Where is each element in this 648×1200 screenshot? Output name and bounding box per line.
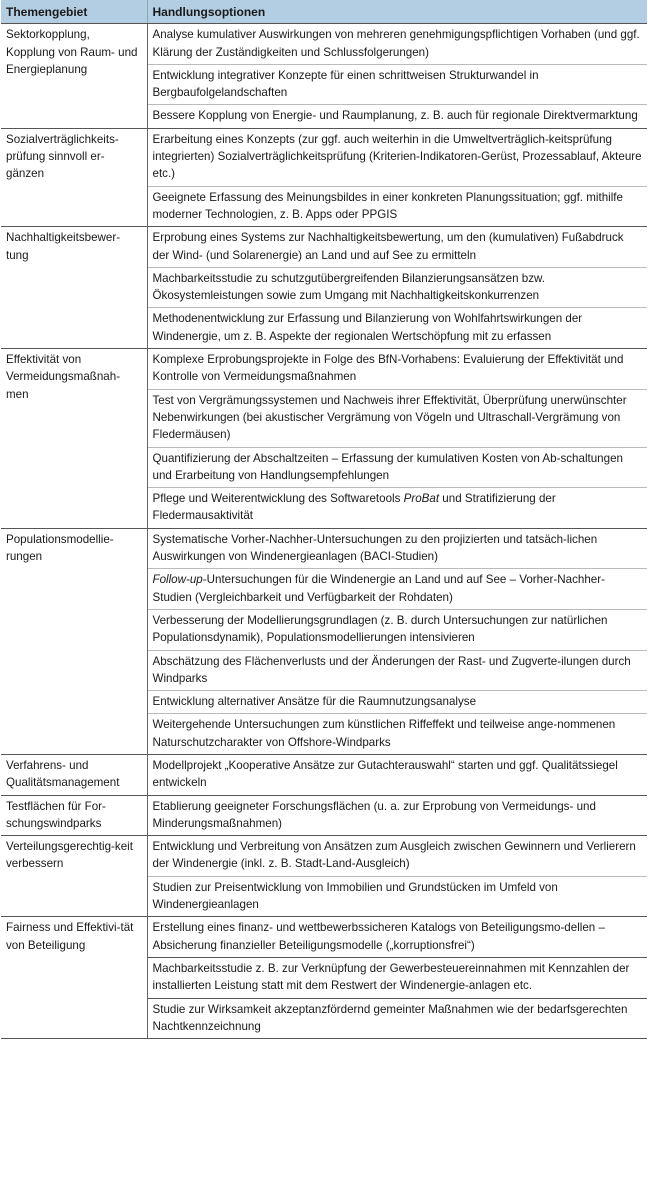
option-cell: Modellprojekt „Kooperative Ansätze zur Gutachterauswahl“ starten und ggf. Qualitätssiegel entwickeln (147, 754, 647, 795)
option-italic-text: ProBat (403, 492, 440, 506)
option-cell: Verbesserung der Modellierungsgrundlagen (z. B. durch Untersuchungen zur natürlichen Populationsdynamik), Populationsmodellierungen intensivieren (147, 609, 647, 650)
option-cell: Studie zur Wirksamkeit akzeptanzfördernd gemeinter Maßnahmen wie der bedarfsgerechten Nachtkennzeichnung (147, 998, 647, 1039)
option-cell: Studien zur Preisentwicklung von Immobilien und Grundstücken im Umfeld von Windenergieanlagen (147, 876, 647, 917)
option-cell: Etablierung geeigneter Forschungsflächen (u. a. zur Erprobung von Vermeidungs- und Minderungsmaßnahmen) (147, 795, 647, 836)
topic-cell: Fairness und Effektivi-tät von Beteiligung (1, 917, 147, 1039)
header-options: Handlungsoptionen (147, 0, 647, 24)
topic-cell: Effektivität von Vermeidungsmaßnah-men (1, 349, 147, 529)
option-cell: Methodenentwicklung zur Erfassung und Bilanzierung von Wohlfahrtswirkungen der Windenergie, um z. B. Aspekte der regionalen Wertschöpfung mit zu erfassen (147, 308, 647, 349)
option-cell: Analyse kumulativer Auswirkungen von mehreren genehmigungspflichtigen Vorhaben (und ggf. Klärung der Zuständigkeiten und Schlussfolgerungen) (147, 24, 647, 65)
option-cell: Weitergehende Untersuchungen zum künstlichen Riffeffekt und teilweise ange-nommenen Naturschutzcharakter von Offshore-Windparks (147, 714, 647, 755)
option-cell: Entwicklung integrativer Konzepte für einen schrittweisen Strukturwandel in Bergbaufolgelandschaften (147, 64, 647, 105)
option-cell: Quantifizierung der Abschaltzeiten – Erfassung der kumulativen Kosten von Ab-schaltungen und Erarbeitung von Handlungsempfehlungen (147, 447, 647, 488)
option-cell: Abschätzung des Flächenverlusts und der Änderungen der Rast- und Zugverte-ilungen durch Windparks (147, 650, 647, 691)
table-row (1, 528, 647, 569)
table-row (1, 917, 647, 958)
option-cell: Machbarkeitsstudie z. B. zur Verknüpfung der Gewerbesteuereinnahmen mit Kennzahlen der installierten Leistung statt mit dem Restwert der Windenergie-anlagen etc. (147, 957, 647, 998)
topic-cell: Nachhaltigkeitsbewer-tung (1, 227, 147, 349)
option-cell: Machbarkeitsstudie zu schutzgutübergreifenden Bilanzierungsansätzen bzw. Ökosystemleistungen sowie zum Umgang mit Nachhaltigkeitskonkurrenzen (147, 267, 647, 308)
topic-cell: Sozialverträglichkeits-prüfung sinnvoll er-gänzen (1, 128, 147, 226)
option-cell: Geeignete Erfassung des Meinungsbildes in einer konkreten Planungssituation; ggf. mithilfe moderner Technologien, z. B. Apps oder PPGIS (147, 186, 647, 227)
topic-cell: Sektorkopplung, Kopplung von Raum- und Energieplanung (1, 24, 147, 128)
table-body (1, 24, 647, 1039)
option-cell (147, 569, 647, 610)
measures-table (1, 0, 647, 1039)
option-cell: Bessere Kopplung von Energie- und Raumplanung, z. B. auch für regionale Direktvermarktung (147, 105, 647, 128)
table-row (1, 128, 647, 186)
option-cell: Erprobung eines Systems zur Nachhaltigkeitsbewertung, um den (kumulativen) Fußabdruck der Wind- (und Solarenergie) an Land und auf See zu ermitteln (147, 227, 647, 268)
topic-cell: Testflächen für For-schungswindparks (1, 795, 147, 836)
option-cell: Erarbeitung eines Konzepts (zur ggf. auch weiterhin in die Umweltverträglich-keitsprüfung integrierten) Sozialverträglichkeitsprüfung (Kriterien-Indikatoren-Gerüst, Prozessablauf, Akteure etc.) (147, 128, 647, 186)
table-row (1, 836, 647, 877)
option-cell: Erstellung eines finanz- und wettbewerbssicheren Katalogs von Beteiligungsmo-dellen – Absicherung finanzieller Beteiligungsmodelle („korruptionsfrei“) (147, 917, 647, 958)
option-text: und Stratifizierung der Fledermausaktivität (152, 492, 556, 523)
option-cell: Test von Vergrämungssystemen und Nachweis ihrer Effektivität, Überprüfung unerwünschter Nebenwirkungen (bei akustischer Vergrämung von Vögeln und Ultraschall-Vergrämung von Fledermäusen) (147, 389, 647, 447)
table-row (1, 349, 647, 390)
topic-cell: Verteilungsgerechtig-keit verbessern (1, 836, 147, 917)
header-topic: Themengebiet (1, 0, 147, 24)
option-text: -Untersuchungen für die Windenergie an Land und auf See – Vorher-Nachher-Studien (Vergleichbarkeit und Verfügbarkeit der Rohdaten) (152, 573, 605, 604)
table-row (1, 754, 647, 795)
table-row (1, 227, 647, 268)
option-cell: Systematische Vorher-Nachher-Untersuchungen zu den projizierten und tatsäch-lichen Auswirkungen von Windenergieanlagen (BACI-Studien) (147, 528, 647, 569)
option-cell (147, 488, 647, 529)
option-cell: Komplexe Erprobungsprojekte in Folge des BfN-Vorhabens: Evaluierung der Effektivität und Kontrolle von Vermeidungsmaßnahmen (147, 349, 647, 390)
option-cell: Entwicklung und Verbreitung von Ansätzen zum Ausgleich zwischen Gewinnern und Verlierern der Windenergie (inkl. z. B. Stadt-Land-Ausgleich) (147, 836, 647, 877)
option-italic-text: Follow-up (152, 573, 203, 587)
table-row (1, 24, 647, 65)
topic-cell: Verfahrens- und Qualitätsmanagement (1, 754, 147, 795)
table-row (1, 795, 647, 836)
option-text: Pflege und Weiterentwicklung des Softwaretools (152, 492, 404, 506)
topic-cell: Populationsmodellie-rungen (1, 528, 147, 754)
option-cell: Entwicklung alternativer Ansätze für die Raumnutzungsanalyse (147, 691, 647, 714)
table-header-row (1, 0, 647, 24)
